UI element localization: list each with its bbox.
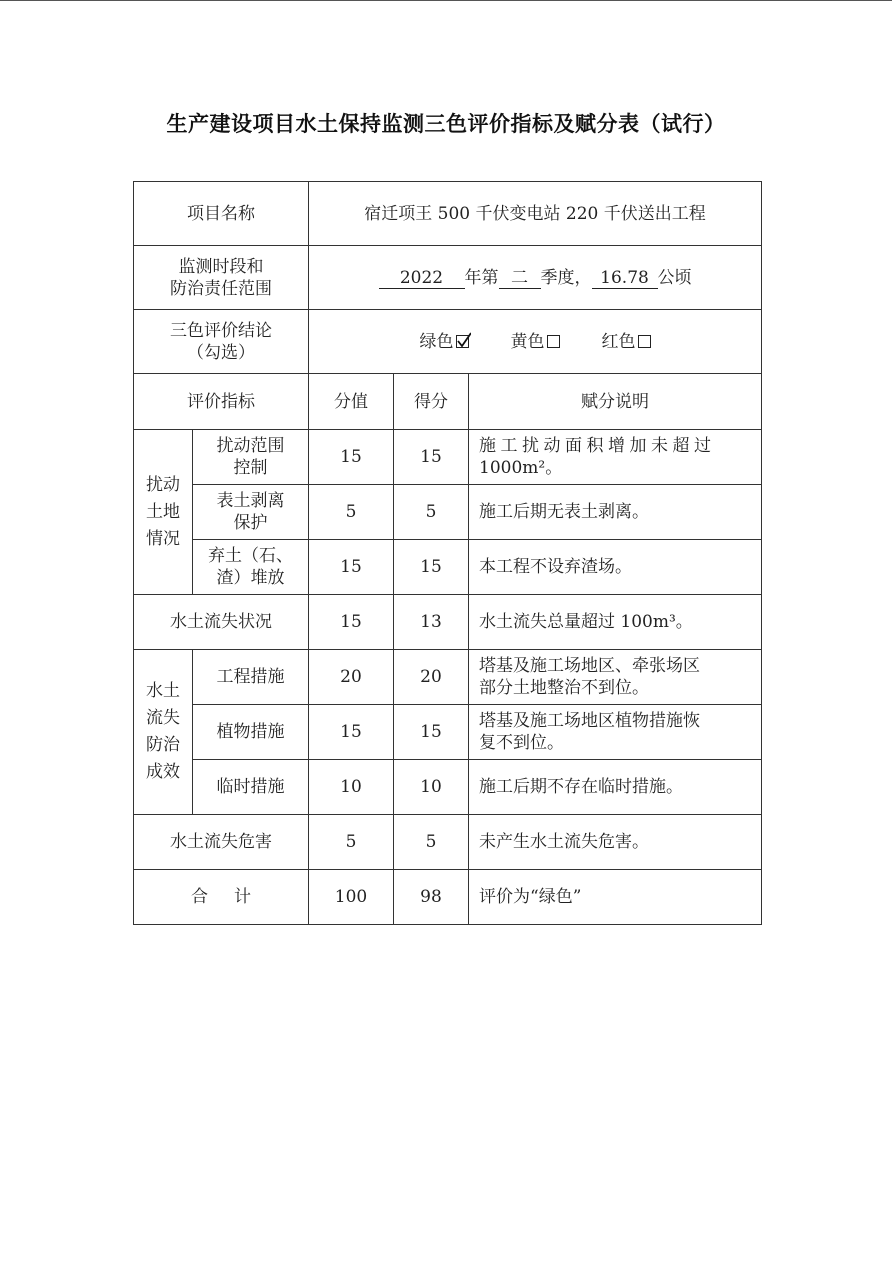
checkbox-checked-icon[interactable]: [456, 335, 469, 348]
full-score-cell: 10: [309, 760, 394, 815]
quarter-suffix: 季度，: [540, 267, 592, 288]
explanation-cell: 水土流失总量超过 100m³。: [469, 595, 762, 650]
monitoring-period-value: [309, 246, 762, 310]
checkbox-empty-icon[interactable]: [547, 335, 560, 348]
year-suffix: 年第: [464, 267, 499, 288]
full-score-cell: 15: [309, 430, 394, 485]
group-label-line: 扰动: [146, 474, 180, 495]
group-label-line: 情况: [146, 528, 180, 549]
group-label-line: 土地: [146, 501, 180, 522]
score-cell: 5: [394, 815, 469, 870]
area-field[interactable]: 16.78: [592, 268, 658, 289]
indicator-cell: [193, 485, 309, 540]
explanation-cell: 本工程不设弃渣场。: [469, 540, 762, 595]
indicator-line: 表土剥离: [216, 491, 285, 511]
explanation-cell: [469, 650, 762, 705]
indicator-cell: 临时措施: [193, 760, 309, 815]
option-yellow-label: 黄色: [510, 331, 545, 352]
header-indicator: 评价指标: [134, 374, 309, 430]
option-green[interactable]: [420, 331, 469, 353]
header-score: 得分: [394, 374, 469, 430]
indicator-cell: 植物措施: [193, 705, 309, 760]
year-field[interactable]: 2022: [379, 268, 465, 289]
group-label-line: 防治: [146, 735, 180, 755]
score-cell: 20: [394, 650, 469, 705]
monitoring-period-label-line1: 监测时段和: [178, 256, 264, 277]
group-label-line: 流失: [146, 708, 180, 728]
group-prevention-label: [134, 650, 193, 815]
top-border-line: [0, 0, 892, 1]
monitoring-period-row: [134, 246, 762, 310]
indicator-cell: 水土流失危害: [134, 815, 309, 870]
conclusion-label: [134, 310, 309, 374]
total-row: [134, 870, 762, 925]
table-row: [134, 595, 762, 650]
table-row: [134, 540, 762, 595]
explanation-line: 1000m²。: [479, 458, 563, 478]
indicator-line: 扰动范围: [216, 436, 285, 456]
explanation-cell: 施工后期不存在临时措施。: [469, 760, 762, 815]
score-cell: 5: [394, 485, 469, 540]
score-cell: 10: [394, 760, 469, 815]
score-cell: 15: [394, 540, 469, 595]
full-score-cell: 15: [309, 540, 394, 595]
explanation-line: 复不到位。: [479, 733, 564, 753]
page-title: 生产建设项目水土保持监测三色评价指标及赋分表（试行）: [166, 112, 726, 136]
score-cell: 13: [394, 595, 469, 650]
monitoring-period-label-line2: 防治责任范围: [170, 278, 272, 299]
checkbox-empty-icon[interactable]: [638, 335, 651, 348]
table-row: [134, 430, 762, 485]
indicator-line: 控制: [233, 458, 268, 478]
header-explanation: 赋分说明: [469, 374, 762, 430]
indicator-line: 保护: [233, 513, 268, 533]
explanation-cell: 未产生水土流失危害。: [469, 815, 762, 870]
explanation-cell: [469, 430, 762, 485]
full-score-cell: 5: [309, 815, 394, 870]
conclusion-options: [309, 310, 762, 374]
table-row: [134, 760, 762, 815]
indicator-cell: 工程措施: [193, 650, 309, 705]
full-score-cell: 15: [309, 595, 394, 650]
full-score-cell: 20: [309, 650, 394, 705]
explanation-line: 施工扰动面积增加未超过: [479, 436, 716, 456]
indicator-line: 渣）堆放: [216, 568, 285, 588]
indicator-cell: 水土流失状况: [134, 595, 309, 650]
option-red-label: 红色: [601, 331, 636, 352]
project-name-label: 项目名称: [134, 182, 309, 246]
explanation-line: 塔基及施工场地区、牵张场区: [479, 656, 700, 676]
project-name-row: [134, 182, 762, 246]
header-full-score: 分值: [309, 374, 394, 430]
quarter-field[interactable]: 二: [499, 268, 541, 289]
project-name-value: 宿迁项王 500 千伏变电站 220 千伏送出工程: [309, 182, 762, 246]
conclusion-label-line2: （勾选）: [187, 342, 255, 363]
total-explanation: 评价为“绿色”: [469, 870, 762, 925]
full-score-cell: 5: [309, 485, 394, 540]
option-red[interactable]: [602, 331, 651, 353]
score-cell: 15: [394, 705, 469, 760]
total-score: 98: [394, 870, 469, 925]
option-yellow[interactable]: [511, 331, 560, 353]
total-full-score: 100: [309, 870, 394, 925]
conclusion-row: [134, 310, 762, 374]
table-row: [134, 485, 762, 540]
area-unit: 公顷: [657, 267, 692, 288]
indicator-cell: [193, 430, 309, 485]
explanation-line: 塔基及施工场地区植物措施恢: [479, 711, 700, 731]
option-green-label: 绿色: [419, 331, 454, 352]
full-score-cell: 15: [309, 705, 394, 760]
explanation-cell: 施工后期无表土剥离。: [469, 485, 762, 540]
total-label-text: 合计: [191, 887, 277, 907]
explanation-cell: [469, 705, 762, 760]
score-cell: 15: [394, 430, 469, 485]
group-label-line: 成效: [146, 762, 180, 782]
monitoring-period-label: [134, 246, 309, 310]
group-label-line: 水土: [146, 681, 180, 701]
explanation-line: 部分土地整治不到位。: [479, 678, 649, 698]
indicator-line: 弃土（石、: [208, 546, 293, 566]
total-label: [134, 870, 309, 925]
table-header-row: [134, 374, 762, 430]
conclusion-label-line1: 三色评价结论: [170, 320, 272, 341]
table-row: [134, 705, 762, 760]
table-row: [134, 815, 762, 870]
indicator-cell: [193, 540, 309, 595]
evaluation-table: [133, 181, 762, 925]
group-disturbance-label: [134, 430, 193, 595]
table-row: [134, 650, 762, 705]
